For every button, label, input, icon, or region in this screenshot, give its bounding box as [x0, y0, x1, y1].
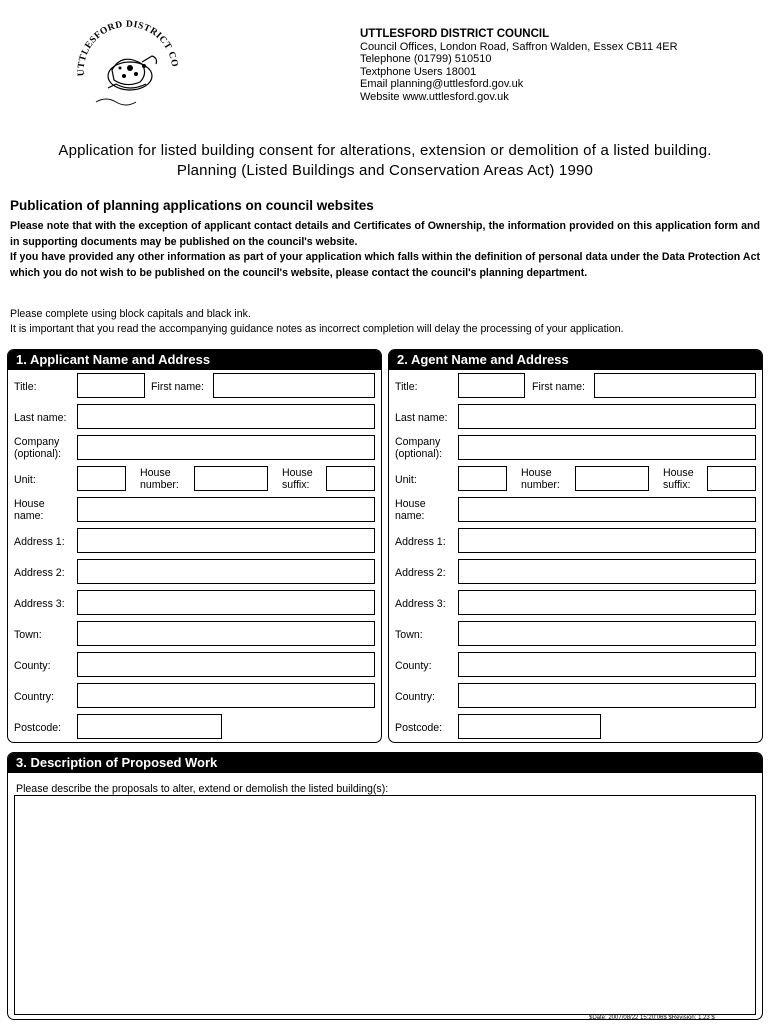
agent-unit-label: Unit: [395, 474, 417, 486]
applicant-house-number-label-line1: House [140, 467, 171, 479]
agent-house-suffix-field[interactable] [707, 466, 756, 491]
instructions-line-2: It is important that you read the accompanying guidance notes as incorrect completion will delay the processing of your application. [10, 322, 624, 335]
council-name: UTTLESFORD DISTRICT COUNCIL [360, 28, 550, 40]
agent-last-name-label: Last name: [395, 412, 448, 424]
council-website: Website www.uttlesford.gov.uk [360, 90, 509, 103]
agent-town-label: Town: [395, 629, 423, 641]
agent-section-header: 2. Agent Name and Address [389, 350, 762, 370]
council-contact [360, 28, 678, 104]
agent-first-name-label: First name: [532, 381, 585, 393]
council-address: Council Offices, London Road, Saffron Walden, Essex CB11 4ER [360, 40, 678, 53]
applicant-unit-field[interactable] [77, 466, 126, 491]
applicant-section [7, 349, 382, 743]
applicant-last-name-label: Last name: [14, 412, 67, 424]
applicant-title-label: Title: [14, 381, 37, 393]
applicant-house-suffix-label-line1: House [282, 467, 313, 479]
agent-section [388, 349, 763, 743]
agent-town-field[interactable] [458, 621, 756, 646]
applicant-address3-label: Address 3: [14, 598, 65, 610]
agent-house-number-label-line2: number: [521, 479, 560, 491]
agent-last-name-field[interactable] [458, 404, 756, 429]
applicant-county-label: County: [14, 660, 51, 672]
agent-company-field[interactable] [458, 435, 756, 460]
council-telephone: Telephone (01799) 510510 [360, 53, 492, 66]
applicant-house-name-label-line1: House [14, 498, 45, 510]
applicant-postcode-field[interactable] [77, 714, 222, 739]
applicant-postcode-label: Postcode: [14, 722, 62, 734]
applicant-address3-field[interactable] [77, 590, 375, 615]
agent-title-field[interactable] [458, 373, 525, 398]
description-prompt: Please describe the proposals to alter, extend or demolish the listed building(s): [16, 783, 389, 795]
applicant-address2-label: Address 2: [14, 567, 65, 579]
agent-address3-field[interactable] [458, 590, 756, 615]
svg-text:UTTLESFORD DISTRICT COUNCIL [72, 18, 179, 76]
form-title-line1: Application for listed building consent for alterations, extension or demolition of a listed building. [58, 142, 712, 159]
applicant-house-suffix-label-line2: suffix: [282, 479, 310, 491]
publication-para-1: Please note that with the exception of applicant contact details and Certificates of Ownership, the information provided on this application form and in supporting documents may be published on the council's website. [10, 220, 760, 248]
applicant-country-label: Country: [14, 691, 55, 703]
applicant-house-number-label-line2: number: [140, 479, 179, 491]
agent-house-name-label-line1: House [395, 498, 426, 510]
applicant-title-field[interactable] [77, 373, 145, 398]
agent-house-suffix-label-line2: suffix: [663, 479, 691, 491]
agent-country-field[interactable] [458, 683, 756, 708]
applicant-company-field[interactable] [77, 435, 375, 460]
agent-house-number-field[interactable] [575, 466, 649, 491]
applicant-country-field[interactable] [77, 683, 375, 708]
applicant-address1-label: Address 1: [14, 536, 65, 548]
agent-title-label: Title: [395, 381, 418, 393]
publication-notice [10, 219, 760, 281]
agent-house-name-label [395, 498, 426, 522]
applicant-company-label-line1: Company [14, 436, 60, 448]
council-email: Email planning@uttlesford.gov.uk [360, 78, 524, 91]
agent-house-name-label-line2: name: [395, 510, 425, 522]
description-field[interactable] [14, 795, 756, 1015]
applicant-house-name-label [14, 498, 45, 522]
applicant-address2-field[interactable] [77, 559, 375, 584]
agent-first-name-field[interactable] [594, 373, 756, 398]
revision-footer: $Date: 2007/08/22 15:20:06$ $Revision: 1.23 $ [589, 1015, 715, 1021]
applicant-company-label-line2: (optional): [14, 448, 62, 460]
publication-heading: Publication of planning applications on council websites [10, 198, 374, 213]
form-title [0, 141, 770, 181]
council-textphone: Textphone Users 18001 [360, 65, 477, 78]
agent-county-field[interactable] [458, 652, 756, 677]
applicant-section-header: 1. Applicant Name and Address [8, 350, 381, 370]
agent-house-name-field[interactable] [458, 497, 756, 522]
agent-county-label: County: [395, 660, 432, 672]
agent-country-label: Country: [395, 691, 436, 703]
instructions-line-1: Please complete using block capitals and black ink. [10, 308, 251, 320]
applicant-house-name-field[interactable] [77, 497, 375, 522]
applicant-house-name-label-line2: name: [14, 510, 44, 522]
applicant-unit-label: Unit: [14, 474, 36, 486]
applicant-house-suffix-label [282, 467, 313, 491]
agent-house-suffix-label-line1: House [663, 467, 694, 479]
applicant-house-suffix-field[interactable] [326, 466, 375, 491]
agent-address1-label: Address 1: [395, 536, 446, 548]
agent-postcode-field[interactable] [458, 714, 601, 739]
description-section [7, 752, 763, 1020]
applicant-address1-field[interactable] [77, 528, 375, 553]
agent-house-number-label-line1: House [521, 467, 552, 479]
publication-para-2: If you have provided any other information as part of your application which falls within the definition of personal data under the Data Protection Act which you do not wish to be published on the council's website, please contact the council's planning department. [10, 251, 760, 279]
agent-address1-field[interactable] [458, 528, 756, 553]
agent-postcode-label: Postcode: [395, 722, 443, 734]
applicant-county-field[interactable] [77, 652, 375, 677]
agent-address3-label: Address 3: [395, 598, 446, 610]
agent-address2-field[interactable] [458, 559, 756, 584]
form-title-line2: Planning (Listed Buildings and Conservation Areas Act) 1990 [176, 162, 594, 179]
agent-house-number-label [521, 467, 560, 491]
applicant-house-number-field[interactable] [194, 466, 268, 491]
agent-company-label-line1: Company [395, 436, 441, 448]
instructions [10, 307, 624, 336]
applicant-last-name-field[interactable] [77, 404, 375, 429]
council-seal [72, 18, 182, 110]
agent-house-suffix-label [663, 467, 694, 491]
applicant-company-label [14, 436, 61, 460]
agent-company-label [395, 436, 442, 460]
agent-address2-label: Address 2: [395, 567, 446, 579]
seal-text: UTTLESFORD DISTRICT CO [76, 19, 180, 77]
applicant-town-label: Town: [14, 629, 42, 641]
applicant-house-number-label [140, 467, 179, 491]
agent-company-label-line2: (optional): [395, 448, 443, 460]
agent-unit-field[interactable] [458, 466, 507, 491]
description-section-header: 3. Description of Proposed Work [8, 753, 762, 773]
applicant-town-field[interactable] [77, 621, 375, 646]
applicant-first-name-label: First name: [151, 381, 204, 393]
applicant-first-name-field[interactable] [213, 373, 375, 398]
